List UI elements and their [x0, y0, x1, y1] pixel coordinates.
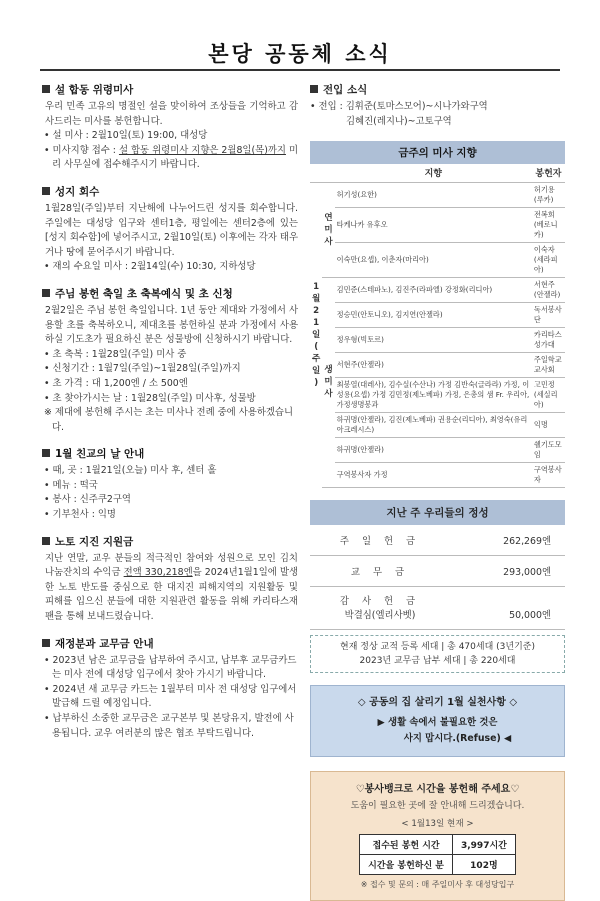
volunteer-label: 시간을 봉헌하신 분	[360, 854, 453, 874]
table-row	[310, 327, 565, 352]
bullet-item: • 기부천사 : 익명	[44, 509, 116, 521]
section-title: 주님 봉헌 축일 초 축복예식 및 초 신청	[55, 287, 233, 300]
registration-box	[310, 635, 565, 673]
bullet-item: • 신청기간 : 1월7일(주일)~1월28일(주일)까지	[44, 363, 241, 375]
volunteer-value: 3,997시간	[452, 834, 515, 854]
square-bullet-icon	[42, 449, 50, 457]
intention-cell: 하귀명(안젤라), 김진(제노베파) 권용순(리디아), 최영숙(유리아크레시스)	[335, 412, 532, 437]
intention-cell: 이숙만(요셉), 이춘자(마리아)	[335, 242, 532, 277]
offering-donor: 박결심(엘리사벳)	[344, 609, 416, 621]
column-header: 봉헌자	[532, 164, 565, 182]
table-row	[310, 207, 565, 242]
table-row	[310, 302, 565, 327]
registration-line: 현재 정상 교적 등록 세대 | 총 470세대 (3년기준)	[340, 641, 535, 652]
section-title: 1월 친교의 날 안내	[55, 448, 145, 461]
section-candle-blessing	[42, 286, 298, 435]
section-title: 재정분과 교무금 안내	[55, 637, 154, 650]
bullet-item: • 때, 곳 : 1월21일(오늘) 미사 후, 센터 홀	[44, 465, 217, 477]
table-row	[310, 182, 565, 207]
left-column	[42, 82, 298, 752]
offering-value: 50,000엔	[509, 609, 551, 621]
volunteer-note: ※ 접수 및 문의 : 매 주일미사 후 대성당입구	[360, 879, 515, 889]
table-row	[310, 277, 565, 302]
section-lunar-new-year-mass	[42, 82, 298, 173]
table-row	[310, 462, 565, 487]
square-bullet-icon	[42, 85, 50, 93]
offering-label: 감 사 헌 금	[339, 595, 421, 607]
practice-line: 사지 맙시다.(Refuse) ◀	[403, 732, 512, 744]
donor-cell: 고민정(세실리아)	[532, 377, 565, 412]
table-row	[310, 412, 565, 437]
bullet-item: • 2024년 새 교무금 카드는 1월부터 미사 전 대성당 입구에서 발급해 드릴 예정입니다.	[44, 683, 297, 710]
offering-header: 지난 주 우리들의 정성	[310, 500, 565, 525]
donor-cell: 구역봉사자	[532, 462, 565, 487]
square-bullet-icon	[42, 537, 50, 545]
practice-line: ▶ 생활 속에서 불필요한 것은	[377, 716, 498, 728]
offering-row	[310, 556, 565, 587]
section-transfer-in	[310, 82, 565, 129]
offering-value: 293,000엔	[503, 566, 551, 578]
volunteer-value: 102명	[452, 854, 515, 874]
bullet-item: • 설 미사 : 2월10일(토) 19:00, 대성당	[44, 130, 208, 142]
square-bullet-icon	[42, 289, 50, 297]
intention-cell: 타케나카 유후오	[335, 207, 532, 242]
volunteer-title: ♡봉사뱅크로 시간을 봉헌해 주세요♡	[355, 783, 520, 795]
intention-cell: 서현주(안젤라)	[335, 352, 532, 377]
transfer-line: • 전입 : 김휘준(토마스모어)~시나가와구역	[310, 101, 488, 112]
donor-cell: 익명	[532, 412, 565, 437]
mass-group-label: 생 미 사	[322, 277, 334, 487]
common-home-practice-box	[310, 685, 565, 757]
offering-label: 주 일 헌 금	[339, 535, 421, 547]
table-row	[360, 834, 516, 854]
donor-cell: 쉘기도모임	[532, 437, 565, 462]
section-title: 성지 회수	[55, 185, 100, 198]
volunteer-table	[359, 834, 516, 875]
section-text: 우리 민족 고유의 명절인 설을 맞이하여 조상들을 기억하고 감사드리는 미사를 봉헌합니다.	[45, 101, 298, 127]
donor-cell: 주일학교교사회	[532, 352, 565, 377]
donor-cell: 허기용(루카)	[532, 182, 565, 207]
table-row	[310, 377, 565, 412]
offering-row	[310, 525, 565, 556]
section-finance-dues	[42, 636, 298, 742]
square-bullet-icon	[42, 639, 50, 647]
title-divider	[40, 69, 560, 71]
table-row	[310, 352, 565, 377]
intention-cell: 김민준(스테파노), 김진주(라파엘) 강정화(리디아)	[335, 277, 532, 302]
mass-intention-header: 금주의 미사 지향	[310, 141, 565, 164]
volunteer-desc: 도움이 필요한 곳에 잘 안내해 드리겠습니다.	[350, 800, 525, 811]
donor-cell: 이숙자(세라피아)	[532, 242, 565, 277]
intention-cell: 하귀명(안젤라)	[335, 437, 532, 462]
intention-cell: 정우형(빅토르)	[335, 327, 532, 352]
donor-cell: 전복희(베로니카)	[532, 207, 565, 242]
volunteer-date: < 1월13일 현재 >	[401, 818, 474, 829]
section-noto-earthquake-aid	[42, 534, 298, 625]
bullet-item: • 납부하신 소중한 교무금은 교구본부 및 본당유지, 발전에 사용됩니다. 교우 여러분의 많은 협조 부탁드립니다.	[44, 713, 294, 739]
offering-row	[310, 587, 565, 630]
donor-cell: 독서봉사단	[532, 302, 565, 327]
bullet-item: • 초 가격 : 대 1,200엔 / 소 500엔	[44, 377, 188, 389]
intention-cell: 구역봉사자 가정	[335, 462, 532, 487]
section-fellowship-day	[42, 446, 298, 522]
volunteer-bank-box	[310, 771, 565, 901]
offering-label: 교 무 금	[350, 566, 410, 578]
table-row	[360, 854, 516, 874]
mass-group-label: 연 미 사	[322, 182, 334, 277]
section-palm-collection	[42, 184, 298, 275]
mass-intention-table	[310, 164, 565, 488]
intention-cell: 정승민(안토니오), 김지연(안젤라)	[335, 302, 532, 327]
column-header: 지향	[335, 164, 532, 182]
bullet-item: • 미사지향 접수 : 설 합동 위령미사 지향은 2월8일(목)까지 미리 사무실에 접수해주시기 바랍니다.	[44, 144, 299, 171]
bullet-item: • 초 축복 : 1월28일(주일) 미사 중	[44, 348, 187, 360]
offering-value: 262,269엔	[503, 535, 551, 547]
bullet-item: • 메뉴 : 떡국	[44, 479, 98, 491]
bullet-item: • 2023년 남은 교무금을 납부하여 주시고, 납부후 교무금카드는 미사 전에 대성당 입구에서 찾아 가시기 바랍니다.	[44, 654, 297, 681]
bullet-item: • 봉사 : 신주쿠2구역	[44, 494, 131, 506]
transfer-line: 김혜진(레지나)~고토구역	[346, 115, 452, 127]
section-text: 1월28일(주일)부터 지난해에 나누어드린 성지를 회수합니다. 주일에는 대성당 입구와 센터1층, 평일에는 센터2층에 있는 [성지 회수함]에 넣어주시고, 2월10일(토) 이후에는 각자 태우거나 땅에 묻어주시기 바랍니다.	[45, 202, 298, 258]
registration-line: 2023년 교무금 납부 세대 | 총 220세대	[359, 655, 516, 666]
intention-cell: 최봉열(대레사), 김수실(수산나) 가정 김반숙(글라라) 가정, 이성용(요셉) 가정 김민정(제노베파) 가정, 은총의 샘 Fr. 우리아, 가정생명봉과	[335, 377, 532, 412]
section-text: 2월2일은 주님 봉헌 축일입니다. 1년 동안 제대와 가정에서 사용할 초를 축복하오니, 제대초를 봉헌하실 분과 가정에서 사용하실 기도초가 필요하신 분은 성물방에 신청하시기 바랍니다.	[45, 304, 299, 346]
mass-date-label: 1 월 2 1 일 ( 주 일 )	[312, 281, 321, 388]
section-title: 설 합동 위령미사	[55, 84, 134, 96]
donor-cell: 서현주(안젤라)	[532, 277, 565, 302]
table-row	[310, 242, 565, 277]
section-title: 노토 지진 지원금	[55, 535, 134, 548]
right-column	[310, 82, 565, 901]
bullet-item: • 초 찾아가시는 날 : 1월28일(주일) 미사후, 성물방	[44, 392, 256, 404]
square-bullet-icon	[310, 85, 318, 93]
section-title: 전입 소식	[323, 84, 368, 96]
bullet-item: • 재의 수요일 미사 : 2월14일(수) 10:30, 지하성당	[44, 261, 256, 273]
volunteer-label: 접수된 봉헌 시간	[360, 834, 453, 854]
square-bullet-icon	[42, 187, 50, 195]
practice-title: ◇ 공동의 집 살리기 1월 실천사항 ◇	[357, 696, 518, 708]
section-text: 지난 연말, 교우 분들의 적극적인 참여와 성원으로 모인 김치나눔잔치의 수익금 전액 330,218엔을 2024년1월1일에 발생한 노토 반도를 중심으로 한 대지진 피해지역의 지원활동 및 피해를 입으신 분들에 대한 지원관련 활동을 위해 카리타스재팬을 통해 보내드렸습니다.	[45, 552, 298, 623]
note-item: ※ 제대에 봉헌해 주시는 초는 미사나 전례 중에 사용하겠습니다.	[44, 407, 294, 433]
donor-cell: 카리타스성가대	[532, 327, 565, 352]
page-title: 본당 공동체 소식	[208, 42, 392, 66]
table-row	[310, 437, 565, 462]
intention-cell: 허기성(요한)	[335, 182, 532, 207]
